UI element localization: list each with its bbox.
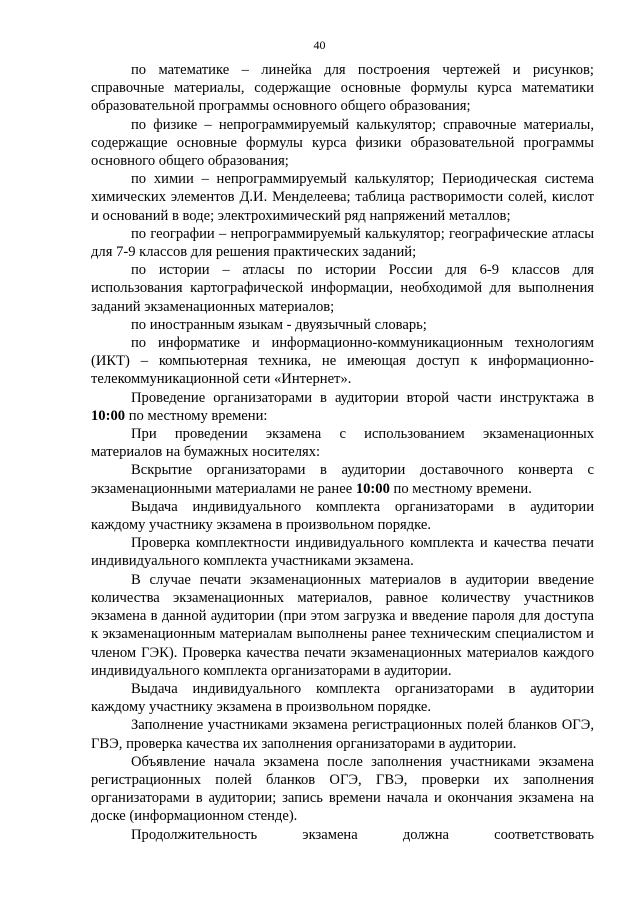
envelope-time: 10:00 — [355, 480, 390, 497]
paragraph-duration: Продолжительность экзамена должна соответствовать — [131, 826, 594, 843]
briefing-time: 10:00 — [91, 407, 126, 424]
paragraph-math: по математике – линейка для построения чертежей и рисунков; справочные материалы, содержащие основные формулы курса математики образовательной программы основного общего образования; — [91, 62, 594, 115]
paragraph-history: по истории – атласы по истории России для 6-9 классов для использования картографической информации, необходимой для выполнения заданий экзаменационных материалов; — [91, 262, 594, 315]
paragraph-kit-distribution-repeat: Выдача индивидуального комплекта организаторами в аудитории каждому участнику экзамена в произвольном порядке. — [91, 680, 594, 716]
paragraph-physics: по физике – непрограммируемый калькулятор; справочные материалы, содержащие основные формулы курса физики образовательной программы основного общего образования; — [91, 116, 594, 170]
envelope-text-after: по местному времени. — [389, 480, 532, 497]
envelope-text-before: Вскрытие организаторами в аудитории доставочного конверта с экзаменационными материалами не ранее — [91, 462, 594, 497]
paragraph-geography: по географии – непрограммируемый калькулятор; географические атласы для 7-9 классов для решения практических заданий; — [91, 225, 594, 261]
paragraph-informatics: по информатике и информационно-коммуникационным технологиям (ИКТ) – компьютерная техника, не имеющая доступ к информационно-телекоммуникационной сети «Интернет». — [91, 335, 594, 388]
paragraph-printing-in-room: В случае печати экзаменационных материалов в аудитории введение количества экзаменационных материалов, равное количеству участников экзамена в данной аудитории (при этом загрузка и введение пароля для доступа к экзаменационным материалам выполнены ранее техническим специалистом и членом ГЭК). Проверка качества печати экзаменационных материалов каждого индивидуального комплекта организаторами в аудитории. — [91, 571, 594, 679]
paragraph-envelope-opening — [91, 461, 594, 497]
paragraph-chemistry: по химии – непрограммируемый калькулятор; Периодическая система химических элементов Д.И. Менделеева; таблица растворимости солей, кислот и оснований в воде; электрохимический ряд напряжений металлов; — [91, 171, 594, 224]
paragraph-briefing — [91, 389, 594, 425]
paragraph-paper-materials: При проведении экзамена с использованием экзаменационных материалов на бумажных носителях: — [91, 426, 594, 461]
paragraph-registration-fields: Заполнение участниками экзамена регистрационных полей бланков ОГЭ, ГВЭ, проверка качества их заполнения организаторами в аудитории. — [91, 717, 594, 752]
paragraph-kit-check: Проверка комплектности индивидуального комплекта и качества печати индивидуального комплекта участниками экзамена. — [91, 535, 594, 570]
briefing-text-before: Проведение организаторами в аудитории второй части инструктажа в — [131, 389, 594, 406]
paragraph-kit-distribution: Выдача индивидуального комплекта организаторами в аудитории каждому участнику экзамена в произвольном порядке. — [91, 498, 594, 534]
page-number: 40 — [313, 38, 326, 52]
document-body — [91, 61, 594, 844]
paragraph-languages: по иностранным языкам - двуязычный словарь; — [131, 316, 427, 333]
paragraph-exam-start: Объявление начала экзамена после заполнения участниками экзамена регистрационных полей бланков ОГЭ, ГВЭ, проверки их заполнения организаторами в аудитории; запись времени начала и окончания экзамена на доске (информационном стенде). — [91, 753, 594, 825]
briefing-text-after: по местному времени: — [125, 407, 268, 424]
